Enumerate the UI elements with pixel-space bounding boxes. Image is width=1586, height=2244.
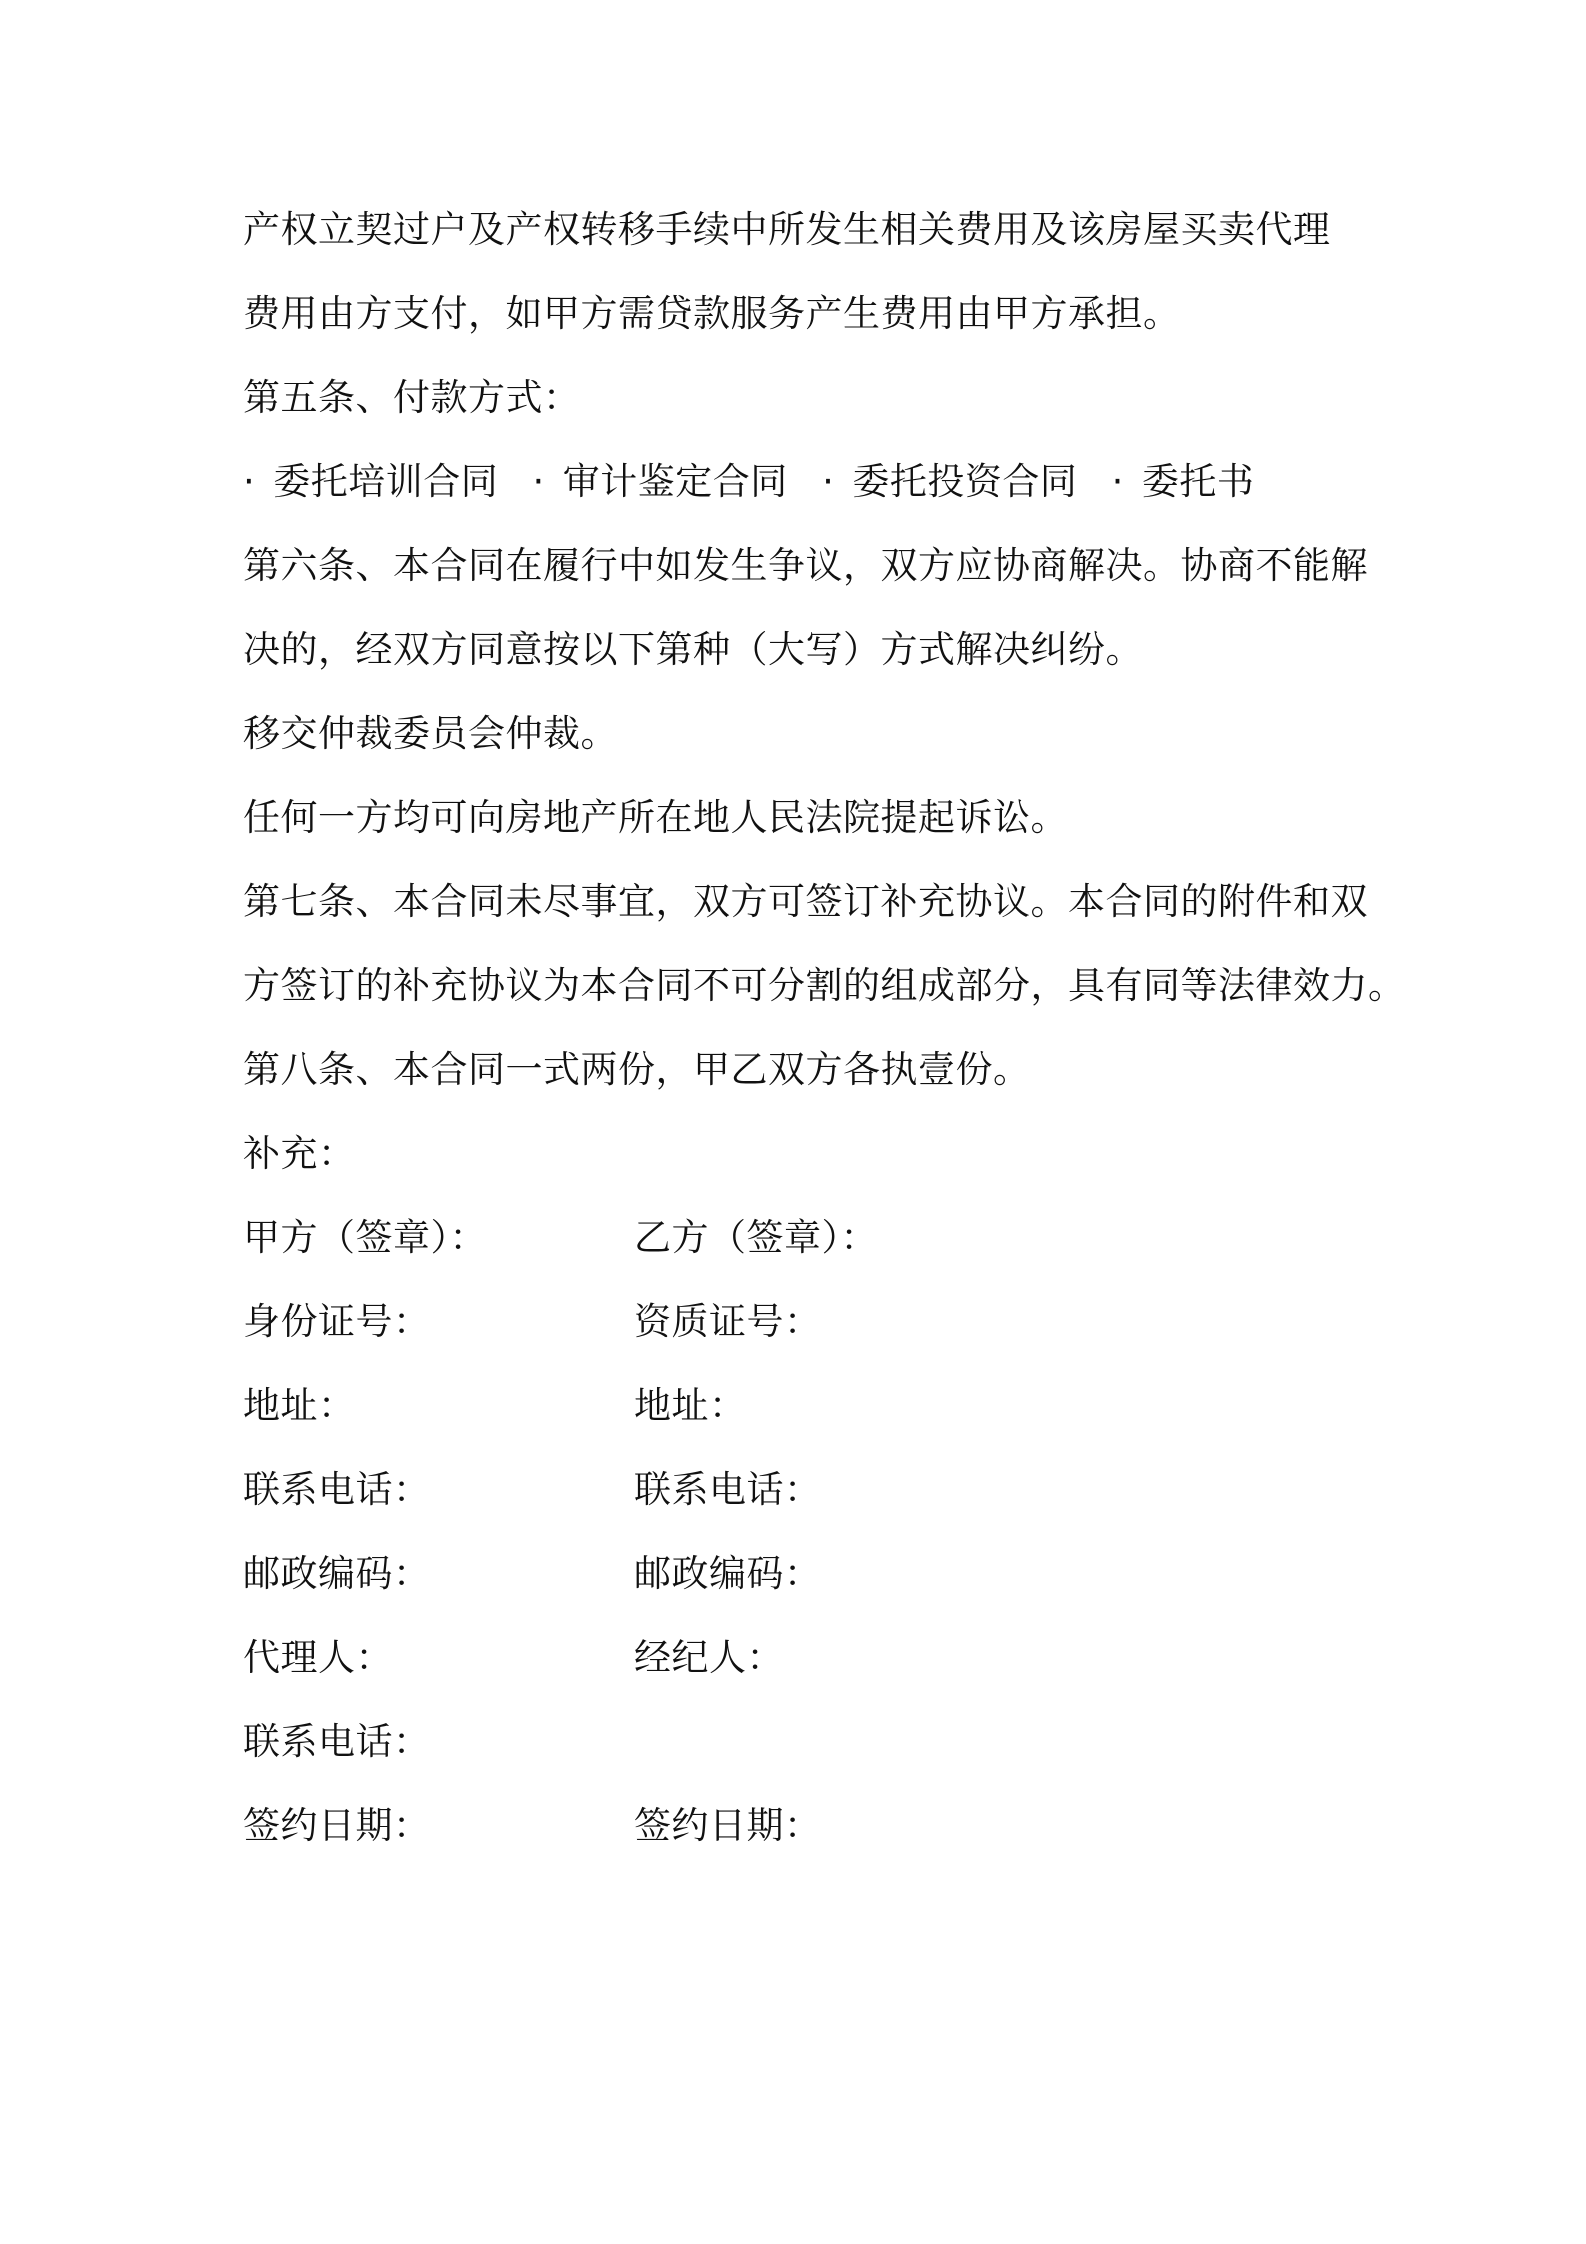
party-b-phone-label: 联系电话： (634, 1468, 822, 1511)
paragraph-line: 移交仲裁委员会仲裁。 (243, 712, 618, 755)
article-eight-line: 第八条、本合同一式两份，甲乙双方各执壹份。 (243, 1048, 1031, 1091)
related-document-link[interactable]: 审计鉴定合同 (562, 460, 788, 503)
article-five-heading: 第五条、付款方式： (243, 376, 581, 419)
party-b-address-label: 地址： (634, 1384, 747, 1427)
party-a-postcode-label: 邮政编码： (243, 1552, 431, 1595)
article-six-line: 第六条、本合同在履行中如发生争议，双方应协商解决。协商不能解 (243, 544, 1368, 587)
paragraph-line: 方签订的补充协议为本合同不可分割的组成部分，具有同等法律效力。 (243, 964, 1406, 1007)
related-document-link[interactable]: 委托书 (1141, 460, 1255, 503)
party-a-seal-label: 甲方（签章）： (243, 1216, 487, 1259)
party-b-postcode-label: 邮政编码： (634, 1552, 822, 1595)
paragraph-line: 任何一方均可向房地产所在地人民法院提起诉讼。 (243, 796, 1068, 839)
party-a-phone-label: 联系电话： (243, 1468, 431, 1511)
bullet-dot: · (532, 460, 545, 503)
id-number-label: 身份证号： (243, 1300, 431, 1343)
paragraph-line: 决的，经双方同意按以下第种（大写）方式解决纠纷。 (243, 628, 1143, 671)
party-b-sign-date-label: 签约日期： (634, 1804, 822, 1847)
party-a-address-label: 地址： (243, 1384, 356, 1427)
qualification-number-label: 资质证号： (634, 1300, 822, 1343)
agent-label: 代理人： (243, 1636, 393, 1679)
bullet-dot: · (1111, 460, 1124, 503)
paragraph-line: 费用由方支付，如甲方需贷款服务产生费用由甲方承担。 (243, 292, 1181, 335)
broker-label: 经纪人： (634, 1636, 784, 1679)
paragraph-line: 产权立契过户及产权转移手续中所发生相关费用及该房屋买卖代理 (243, 208, 1331, 251)
related-document-link[interactable]: 委托投资合同 (852, 460, 1078, 503)
bullet-dot: · (822, 460, 835, 503)
supplement-label: 补充： (243, 1132, 356, 1175)
related-documents-list (243, 458, 1276, 506)
party-b-seal-label: 乙方（签章）： (634, 1216, 878, 1259)
article-seven-line: 第七条、本合同未尽事宜，双方可签订补充协议。本合同的附件和双 (243, 880, 1368, 923)
related-document-link[interactable]: 委托培训合同 (273, 460, 499, 503)
bullet-dot: · (243, 460, 256, 503)
party-a-sign-date-label: 签约日期： (243, 1804, 431, 1847)
agent-phone-label: 联系电话： (243, 1720, 431, 1763)
